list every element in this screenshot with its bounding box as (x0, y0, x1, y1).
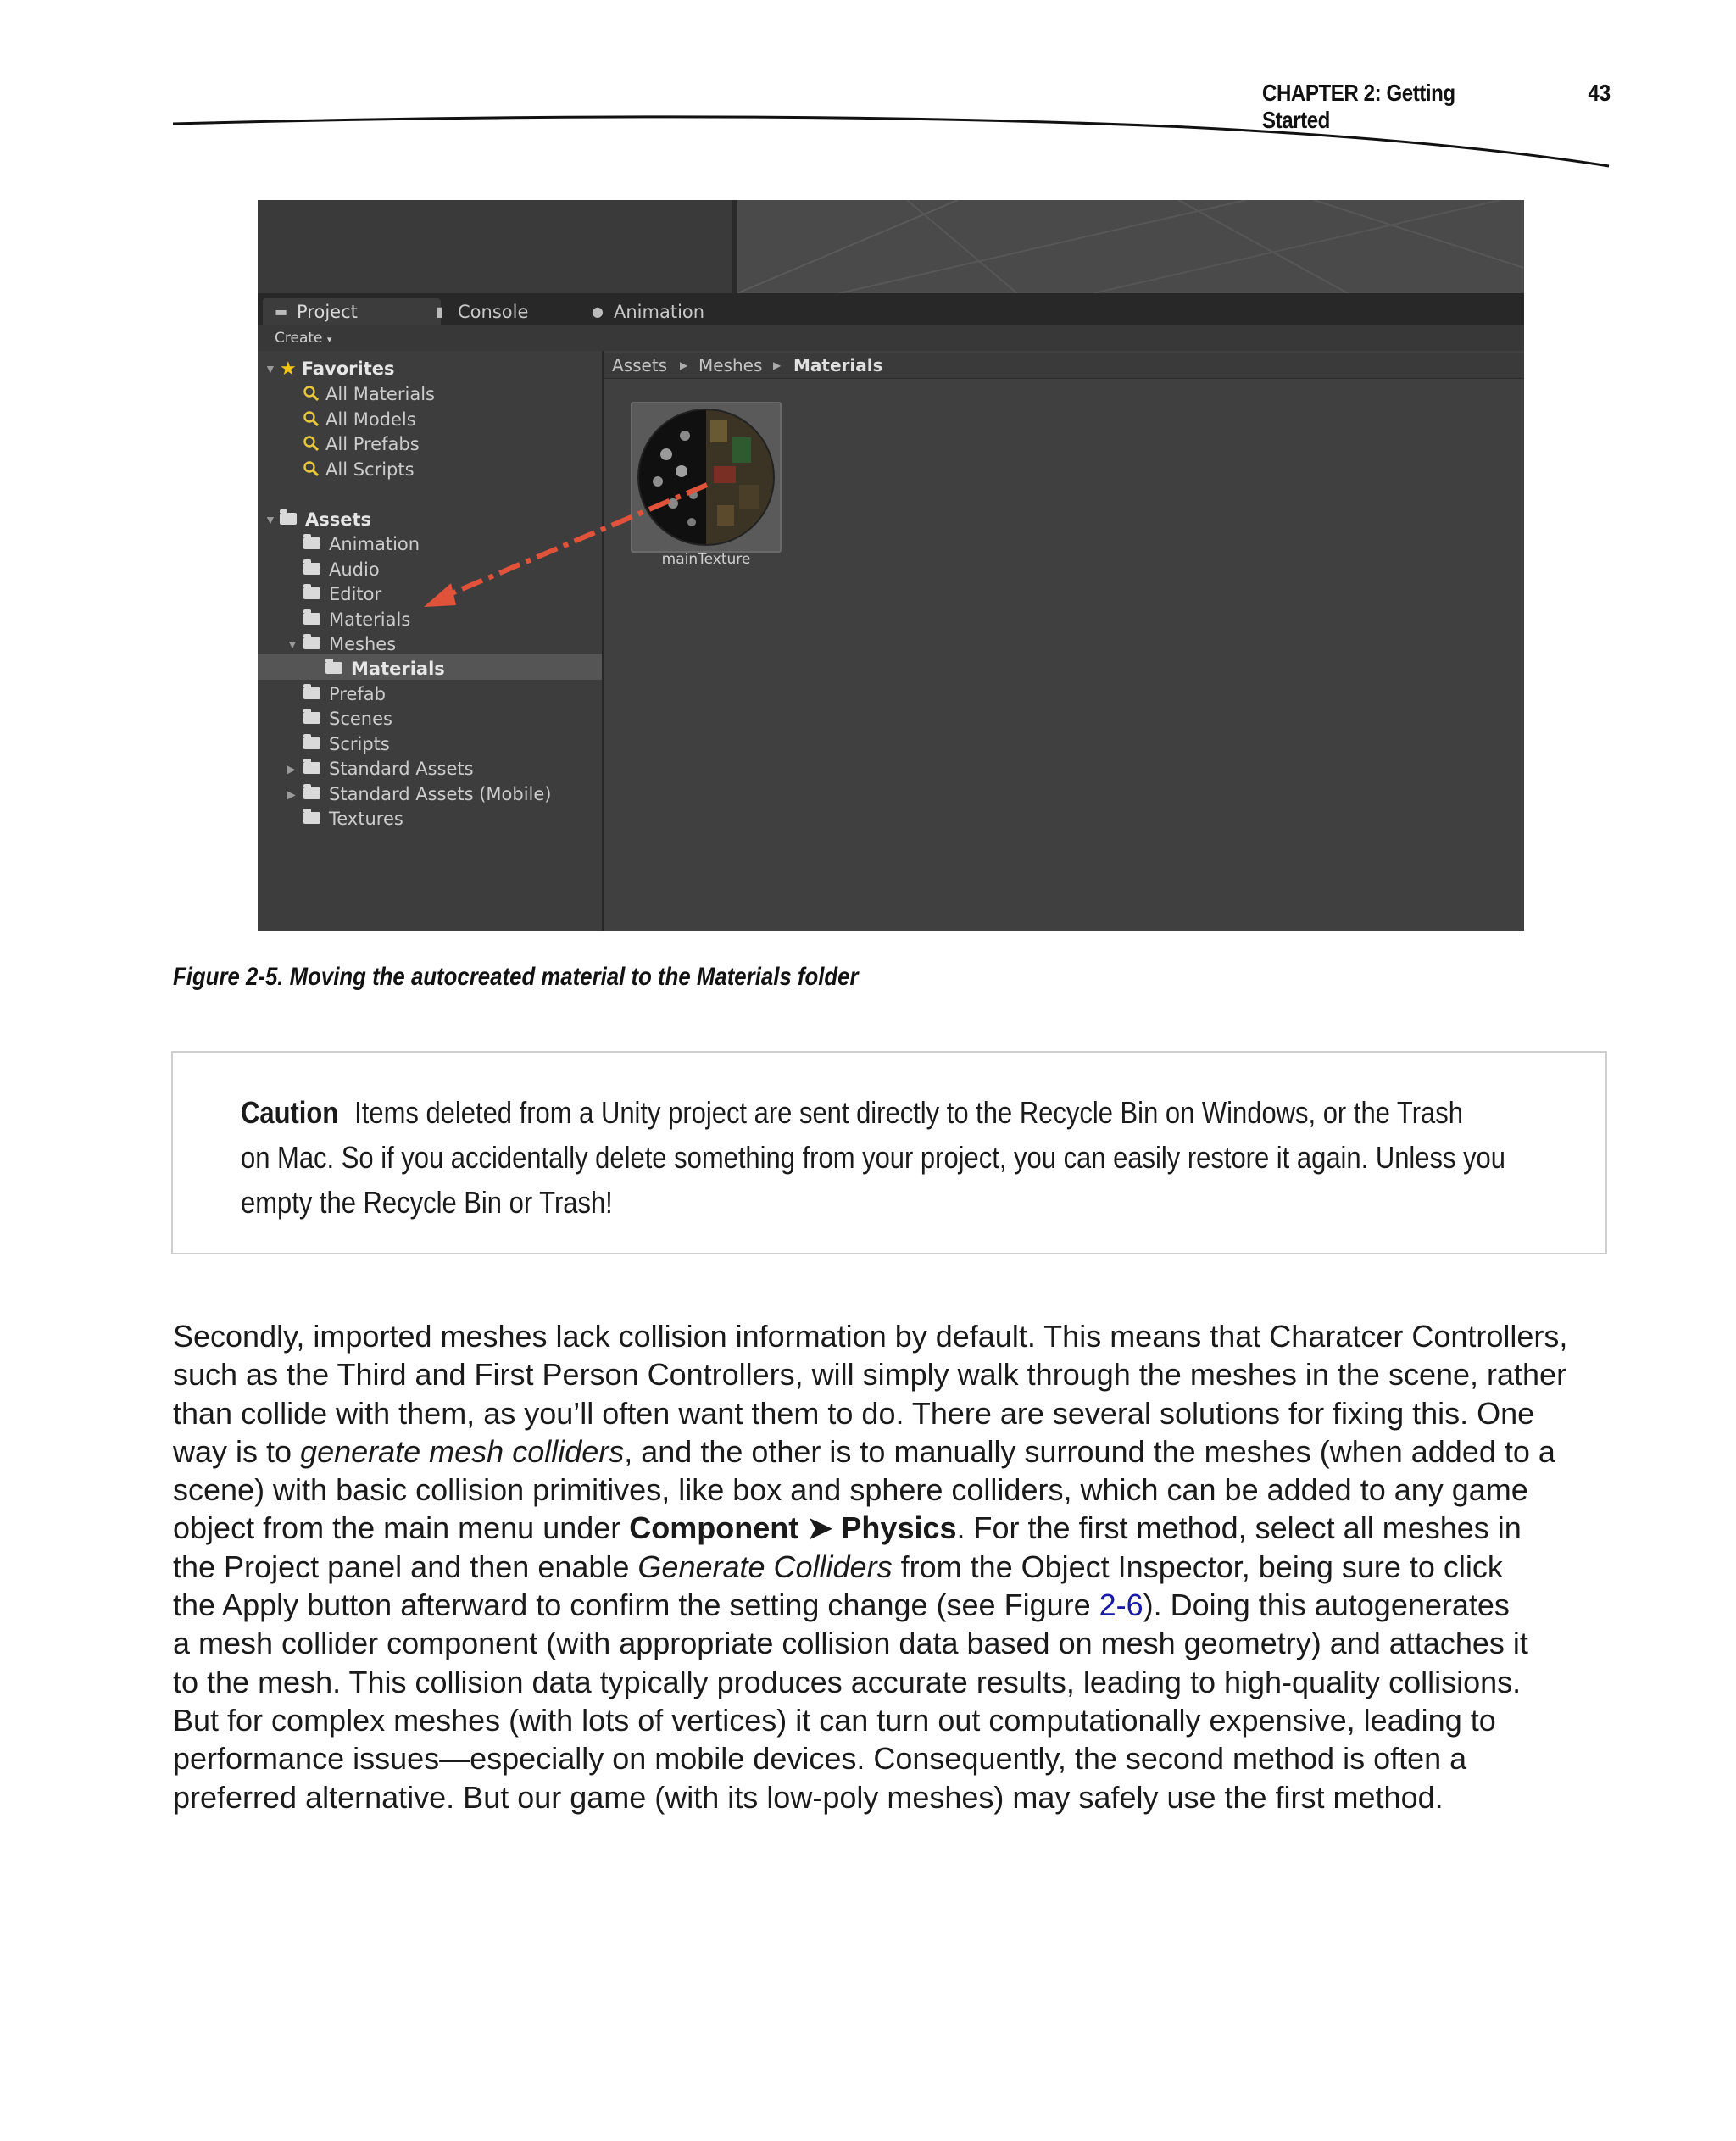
drag-arrow-icon (258, 200, 1524, 931)
tab-animation[interactable]: ● Animation (592, 302, 705, 322)
figure-caption: Figure 2-5. Moving the autocreated material to the Materials folder (173, 963, 859, 991)
running-header (1221, 80, 1611, 133)
tab-console[interactable]: ▮ Console (436, 302, 529, 322)
create-dropdown[interactable]: Create ▾ (275, 330, 332, 347)
tree-item[interactable]: All Materials (303, 381, 435, 407)
tree-item[interactable]: Prefab (303, 681, 386, 707)
expand-arrow-icon[interactable]: ▼ (264, 362, 276, 375)
tree-item[interactable]: Audio (303, 557, 380, 582)
breadcrumb-meshes[interactable]: Meshes (698, 355, 763, 375)
clock-icon: ● (592, 303, 604, 320)
tree-item[interactable]: All Scripts (303, 457, 415, 482)
tree-assets[interactable]: Assets (280, 507, 371, 532)
breadcrumb-materials[interactable]: Materials (793, 355, 883, 375)
chevron-right-icon: ▶ (680, 359, 688, 371)
collapse-arrow-icon[interactable]: ▶ (287, 787, 296, 801)
caution-text: Caution Items deleted from a Unity project are sent directly to the Recycle Bin on Windows, or the Trash on Mac. So if you accidentally delete something from your project, you can easily restore it again. Unless you empty the Recycle Bin or Trash! (241, 1095, 1505, 1220)
menu-path: Component ➤ Physics (629, 1510, 957, 1546)
tree-item[interactable]: Scenes (303, 706, 392, 731)
expand-arrow-icon[interactable]: ▼ (287, 637, 298, 651)
tree-item[interactable]: Scripts (303, 731, 390, 757)
tree-item-meshes-materials[interactable]: Materials (326, 656, 445, 681)
tree-item[interactable]: Standard Assets (Mobile) (303, 781, 552, 807)
figure-link[interactable]: 2-6 (1099, 1588, 1143, 1623)
page-number: 43 (1588, 80, 1611, 106)
asset-label: mainTexture (661, 551, 751, 568)
chevron-right-icon: ▶ (773, 359, 782, 371)
folder-icon: ▬ (275, 303, 288, 320)
tree-item[interactable]: All Models (303, 407, 416, 432)
tree-item[interactable]: Animation (303, 531, 420, 557)
console-icon: ▮ (436, 303, 443, 320)
tree-item[interactable]: All Prefabs (303, 431, 420, 457)
star-icon: ★ (280, 359, 297, 380)
tree-item[interactable]: Standard Assets (303, 756, 474, 781)
tree-item-meshes[interactable]: Meshes (303, 631, 396, 657)
tree-item[interactable]: Textures (303, 806, 403, 831)
tab-project[interactable]: ▬ Project (263, 298, 441, 325)
figure-screenshot (258, 200, 1524, 931)
tree-favorites[interactable]: ★ Favorites (280, 356, 394, 381)
tree-item[interactable]: Editor (303, 581, 381, 607)
dropdown-arrow-icon: ▾ (326, 334, 332, 345)
breadcrumb-assets[interactable]: Assets (612, 355, 668, 375)
tree-item-materials-target[interactable]: Materials (303, 607, 410, 632)
body-paragraph: Secondly, imported meshes lack collision information by default. This means that Charatcer Controllers, such as the Third and First Person Controllers, will simply walk through the meshes in the scene, rather than collide with them, as you’ll often want them to do. There are several solutions for fixing this. One way is to generate mesh colliders, and the other is to manually surround the meshes (when added to a scene) with basic collision primitives, like box and sphere colliders, which can be added to any game object from the main menu under Component ➤ Physics. For the first method, select all meshes in the Project panel and then enable Generate Colliders from the Object Inspector, being sure to click the Apply button afterward to confirm the setting change (see Figure 2-6). Doing this autogenerates a mesh collider component (with appropriate collision data based on mesh geometry) and attaches it to the mesh. This collision data typically produces accurate results, leading to high-quality collisions. But for complex meshes (with lots of vertices) it can turn out computationally expensive, leading to performance issues—especially on mobile devices. Consequently, the second method is often a preferred alternative. But our game (with its low-poly meshes) may safely use the first method. (173, 1319, 1568, 1815)
caution-label: Caution (241, 1095, 339, 1130)
expand-arrow-icon[interactable]: ▼ (264, 513, 276, 526)
chapter-title: CHAPTER 2: Getting Started (1262, 80, 1455, 133)
collapse-arrow-icon[interactable]: ▶ (287, 762, 296, 776)
